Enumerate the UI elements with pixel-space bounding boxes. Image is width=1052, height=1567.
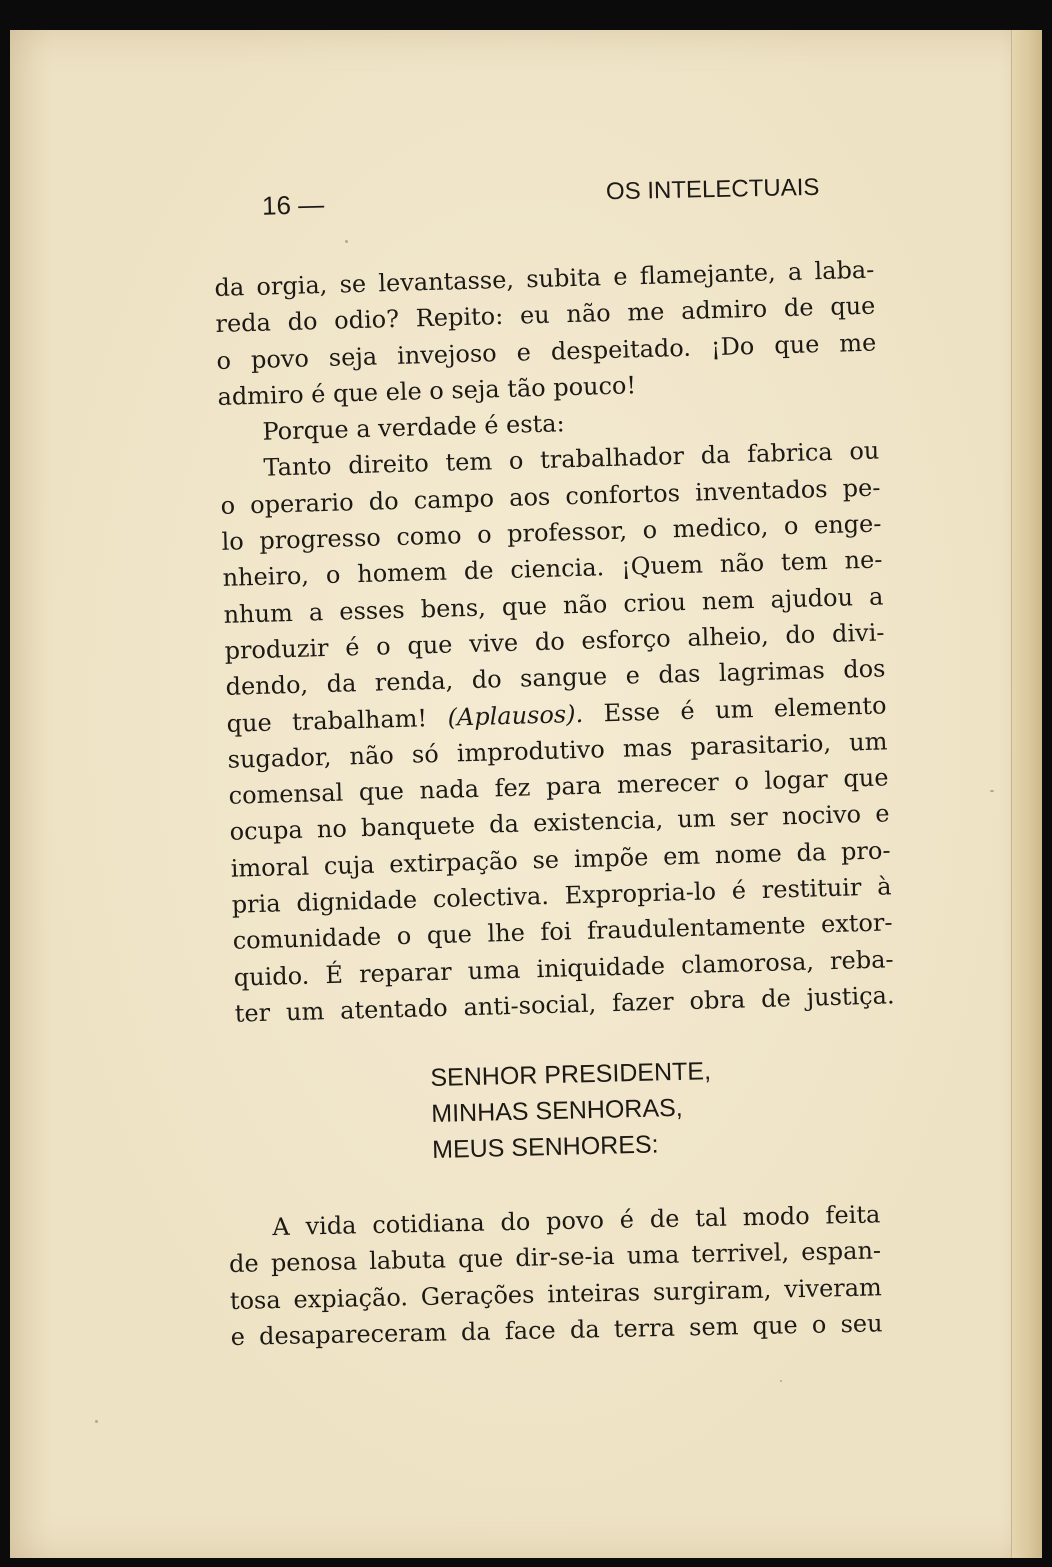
salutation	[430, 1053, 713, 1168]
text-line: admiro é que ele o seja tão pouco!	[217, 371, 637, 411]
text-line: comunidade o que lhe foi fraudulentamente extor-	[232, 908, 893, 956]
text-line: ocupa no banquete da existencia, um ser nocivo e	[229, 799, 890, 847]
text-line: lo progresso como o professor, o medico, o enge-	[221, 509, 882, 556]
text-line: sugador, não só improdutivo mas parasitario, um	[227, 727, 888, 774]
closing-text-block	[228, 1196, 883, 1355]
page-number: 16 —	[261, 189, 325, 221]
text-segment: que trabalham!	[226, 703, 448, 738]
text-line: imoral cuja extirpação se impõe em nome da pro-	[230, 836, 891, 883]
text-line: Porque a verdade é esta:	[262, 409, 565, 446]
text-line: pria dignidade colectiva. Expropria-lo é restituir à	[231, 872, 892, 919]
salutation-line: SENHOR PRESIDENTE,	[430, 1057, 712, 1092]
text-line: de penosa labuta que dir-se-ia uma terrivel, espan-	[228, 1236, 882, 1279]
text-line: o povo seja invejoso e despeitado. ¡Do que me	[216, 328, 877, 375]
text-line: da orgia, se levantasse, subita e flamejante, a laba-	[214, 255, 875, 302]
paper-speck	[95, 1420, 98, 1423]
text-line: ter um atentado anti-social, fazer obra de justiça.	[234, 981, 895, 1028]
text-line: quido. É reparar uma iniquidade clamorosa, reba-	[233, 944, 894, 992]
page-edge	[1011, 30, 1042, 1558]
salutation-line: MINHAS SENHORAS,	[430, 1093, 684, 1128]
text-line: nheiro, o homem de ciencia. ¡Quem não tem ne-	[222, 545, 883, 593]
salutation-line: MEUS SENHORES:	[431, 1130, 659, 1164]
applause-note: (Aplausos).	[447, 699, 584, 732]
running-title: OS INTELECTUAIS	[605, 173, 820, 206]
page-header	[0, 148, 1052, 221]
text-line: nhum a esses bens, que não criou nem ajudou a	[223, 582, 884, 629]
text-line: Tanto direito tem o trabalhador da fabrica ou	[263, 436, 880, 483]
text-line: produzir é o que vive do esforço alheio, do divi-	[224, 618, 885, 665]
main-text-block	[214, 252, 895, 1032]
text-line: o operario do campo aos confortos inventados pe-	[220, 473, 881, 520]
paper-speck	[780, 1380, 782, 1382]
text-line: tosa expiação. Gerações inteiras surgiram, viveram	[229, 1272, 883, 1315]
paper-speck	[345, 240, 348, 243]
text-segment: Esse é um elemento	[582, 690, 887, 728]
text-line: A vida cotidiana do povo é de tal modo feita	[272, 1200, 881, 1242]
paper-speck	[990, 790, 994, 792]
text-line: dendo, da renda, do sangue e das lagrimas dos	[225, 654, 886, 702]
text-line: comensal que nada fez para merecer o logar que	[228, 763, 889, 810]
text-line: reda do odio? Repito: eu não me admiro de que	[215, 291, 876, 339]
text-line: e desapareceram da face da terra sem que o seu	[230, 1309, 883, 1351]
